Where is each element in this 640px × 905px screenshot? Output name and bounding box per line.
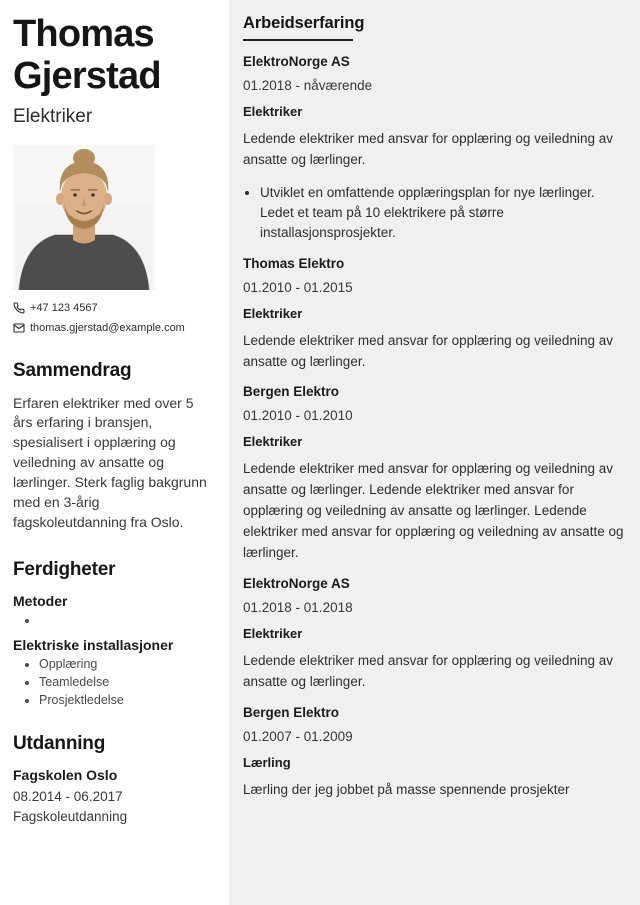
phone-number: +47 123 4567	[30, 301, 98, 314]
skill-item: • Opplæring	[39, 657, 213, 671]
job-period: 01.2010 - 01.2015	[243, 279, 353, 295]
job-period: 01.2007 - 01.2009	[243, 728, 353, 744]
person-job-title: Elektriker	[13, 105, 93, 127]
job-bullet: • Utviklet en omfattende opplæringsplan for nye lærlinger. Ledet et team på 10 elektrikere på større installasjonsprosjekter.	[260, 183, 627, 244]
summary-heading: Sammendrag	[13, 359, 132, 381]
skills-groups	[13, 593, 213, 707]
skill-item: • Teamledelse	[39, 675, 213, 689]
education-degree: Fagskoleutdanning	[13, 808, 128, 824]
job-entry	[243, 54, 627, 244]
job-period: 01.2018 - nåværende	[243, 78, 373, 93]
skill-group	[13, 593, 213, 627]
job-role: Elektriker	[243, 434, 303, 450]
right-column	[229, 0, 640, 905]
job-role: Elektriker	[243, 305, 303, 321]
education-period: 08.2014 - 06.2017	[13, 788, 123, 804]
phone-row	[13, 302, 213, 314]
profile-photo	[13, 145, 155, 290]
person-name: Thomas Gjerstad	[13, 13, 161, 97]
job-description: Ledende elektriker med ansvar for opplæring og veiledning av ansatte og lærlinger. Ledende elektriker med ansvar for opplæring og veiledning av ansatte og lærlinger. Ledende elektriker med ansvar for opplæring og veiledning av ansatte og lærlinger.	[243, 461, 624, 561]
education-entry	[13, 767, 213, 824]
school-name: Fagskolen Oslo	[13, 766, 118, 783]
job-description: Ledende elektriker med ansvar for opplæring og veiledning av ansatte og lærlinger.	[243, 653, 613, 689]
job-entry	[243, 576, 627, 693]
experience-heading: Arbeidserfaring	[243, 14, 365, 32]
job-description: Ledende elektriker med ansvar for opplæring og veiledning av ansatte og lærlinger.	[243, 131, 613, 167]
skill-group	[13, 637, 213, 707]
job-entry	[243, 705, 627, 801]
skill-list	[13, 613, 213, 627]
email-icon	[13, 322, 25, 334]
company-name: Thomas Elektro	[243, 255, 345, 271]
company-name: ElektroNorge AS	[243, 576, 350, 592]
heading-underline	[243, 39, 353, 41]
job-description: Lærling der jeg jobbet på masse spennende prosjekter	[243, 781, 570, 797]
skill-group-label: Metoder	[13, 592, 68, 609]
skill-item: • Prosjektledelse	[39, 693, 213, 707]
job-list	[243, 54, 627, 801]
job-bullet-list	[243, 183, 627, 244]
left-column	[0, 0, 229, 905]
job-entry	[243, 256, 627, 373]
job-role: Elektriker	[243, 104, 303, 119]
job-role: Lærling	[243, 754, 291, 770]
education-heading: Utdanning	[13, 732, 106, 754]
skill-list	[13, 657, 213, 707]
skill-group-label: Elektriske installasjoner	[13, 636, 174, 653]
company-name: Bergen Elektro	[243, 384, 340, 400]
email-row	[13, 322, 213, 334]
skill-item	[39, 613, 213, 627]
email-address: thomas.gjerstad@example.com	[30, 321, 185, 334]
phone-icon	[13, 302, 25, 314]
company-name: ElektroNorge AS	[243, 54, 350, 69]
job-period: 01.2018 - 01.2018	[243, 600, 353, 616]
job-entry	[243, 384, 627, 564]
job-period: 01.2010 - 01.2010	[243, 408, 353, 424]
company-name: Bergen Elektro	[243, 704, 340, 720]
summary-text: Erfaren elektriker med over 5 års erfaring i bransjen, spesialisert i opplæring og veiledning av ansatte og lærlinger. Sterk faglig bakgrunn med en 3-årig fagskoleutdanning fra Oslo.	[13, 394, 207, 530]
skills-heading: Ferdigheter	[13, 558, 116, 580]
job-role: Elektriker	[243, 626, 303, 642]
job-description: Ledende elektriker med ansvar for opplæring og veiledning av ansatte og lærlinger.	[243, 332, 613, 369]
